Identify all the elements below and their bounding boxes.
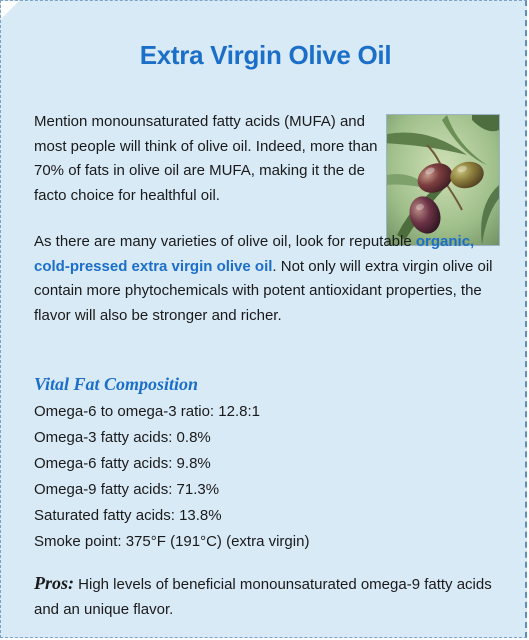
list-item: Saturated fatty acids: 13.8% bbox=[34, 507, 222, 524]
list-item: Smoke point: 375°F (191°C) (extra virgin) bbox=[34, 533, 310, 550]
organic-olive-oil-link[interactable]: organic, cold-pressed extra virgin olive oil bbox=[34, 233, 475, 275]
fat-composition-list bbox=[34, 399, 309, 555]
page-title: Extra Virgin Olive Oil bbox=[139, 40, 392, 70]
varieties-paragraph bbox=[34, 230, 504, 328]
olive-branch-icon bbox=[387, 115, 499, 245]
olive-branch-photo bbox=[386, 114, 500, 246]
varieties-text-before: As there are many varieties of olive oil, look for reputable bbox=[34, 233, 416, 250]
page-curl-corner bbox=[1, 1, 19, 19]
list-item: Omega-9 fatty acids: 71.3% bbox=[34, 481, 220, 498]
intro-paragraph: Mention monounsaturated fatty acids (MUFA) and most people will think of olive oil. Indeed, more than 70% of fats in olive oil are MUFA, making it the de facto choice for healthful oil. bbox=[34, 113, 378, 204]
pros-label: Pros: bbox=[34, 573, 74, 593]
pros-paragraph bbox=[34, 571, 504, 622]
list-item: Omega-3 fatty acids: 0.8% bbox=[34, 429, 211, 446]
varieties-text-after: . Not only will extra virgin olive oil contain more phytochemicals with potent antioxidant properties, the flavor will also be stronger and richer. bbox=[34, 257, 493, 324]
list-item: Omega-6 fatty acids: 9.8% bbox=[34, 455, 211, 472]
pros-text: High levels of beneficial monounsaturated omega-9 fatty acids and an unique flavor. bbox=[34, 576, 492, 618]
composition-heading: Vital Fat Composition bbox=[34, 374, 199, 394]
list-item: Omega-6 to omega-3 ratio: 12.8:1 bbox=[34, 403, 260, 420]
